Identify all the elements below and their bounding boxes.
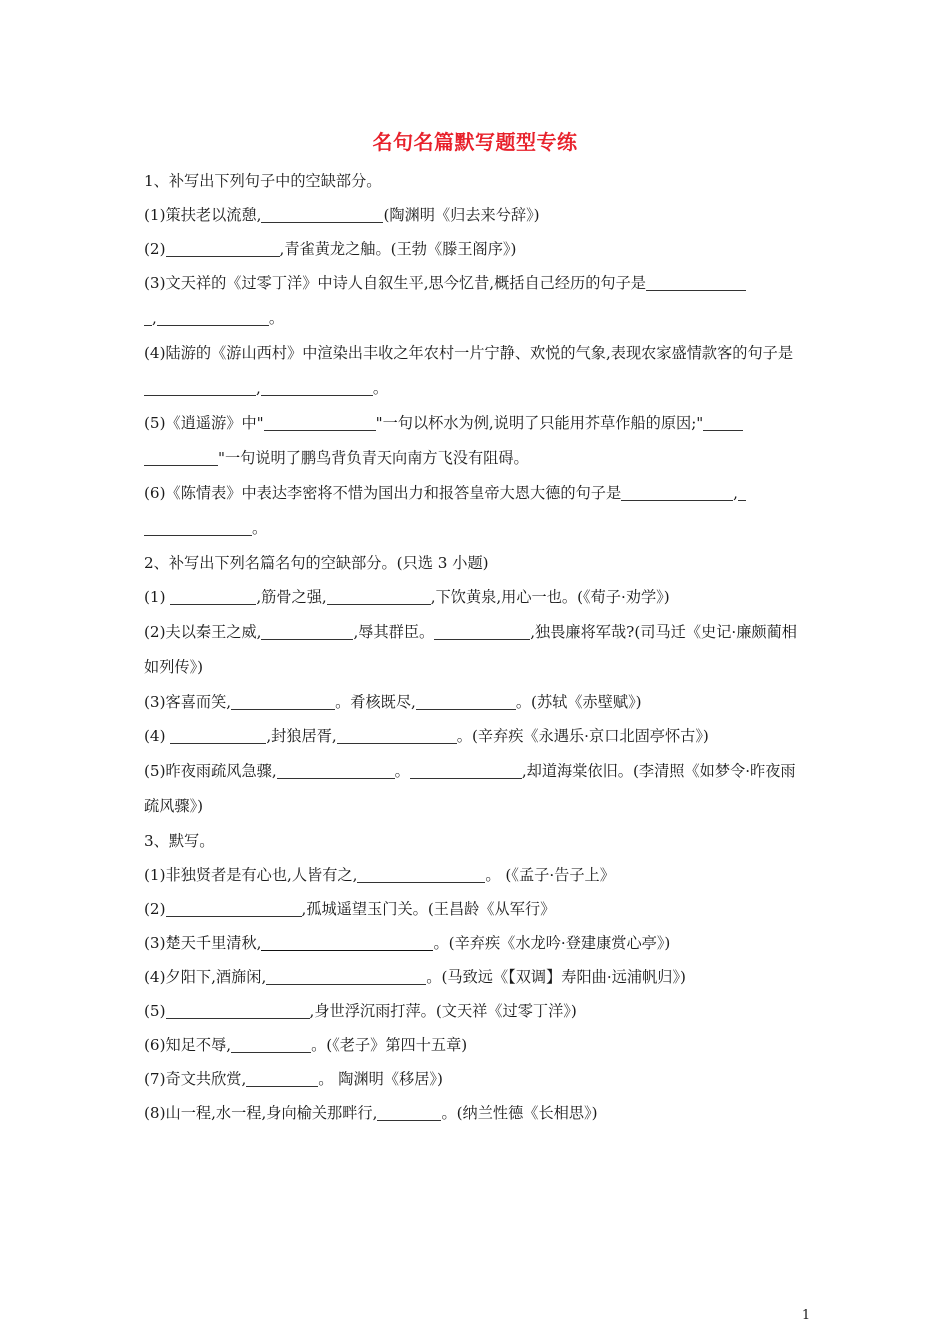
answer-blank[interactable] xyxy=(170,725,266,744)
answer-blank[interactable] xyxy=(434,621,530,640)
s3-question-5: (5) ,身世浮沉雨打萍。(文天祥《过零丁洋》) xyxy=(144,1002,577,1020)
s2-question-2: (2)夫以秦王之威, ,辱其群臣。 ,独畏廉将军哉?(司马迁《史记·廉颇蔺相如列传》) xyxy=(144,623,797,676)
answer-blank[interactable] xyxy=(144,307,152,326)
answer-blank[interactable] xyxy=(327,586,431,605)
answer-blank[interactable] xyxy=(166,898,302,917)
s1-question-4: (4)陆游的《游山西村》中渲染出丰收之年农村一片宁静、欢悦的气象,表现农家盛情款客的句子是, 。 xyxy=(144,344,794,397)
s2-question-4: (4) ,封狼居胥, 。(辛弃疾《永遇乐·京口北固亭怀古》) xyxy=(144,727,709,745)
s3-question-3: (3)楚天千里清秋, 。(辛弃疾《水龙吟·登建康赏心亭》) xyxy=(144,934,671,952)
answer-blank[interactable] xyxy=(277,760,395,779)
answer-blank[interactable] xyxy=(703,412,743,431)
answer-blank[interactable] xyxy=(621,482,733,501)
section-1-heading: 1、补写出下列句子中的空缺部分。 xyxy=(144,172,382,190)
page-number: 1 xyxy=(801,1308,811,1323)
s3-question-8: (8)山一程,水一程,身向榆关那畔行, 。(纳兰性德《长相思》) xyxy=(144,1104,598,1122)
s1-question-5: (5)《逍遥游》中" "一句以杯水为例,说明了只能用芥草作船的原因;" "一句说明了鹏鸟背负青天向南方飞没有阻碍。 xyxy=(144,406,804,476)
section-2-heading: 2、补写出下列名篇名句的空缺部分。(只选 3 小题) xyxy=(144,554,489,572)
answer-blank[interactable] xyxy=(738,482,746,501)
answer-blank[interactable] xyxy=(337,725,457,744)
answer-blank[interactable] xyxy=(170,586,256,605)
s2-question-5: (5)昨夜雨疏风急骤, 。 ,却道海棠依旧。(李清照《如梦令·昨夜雨疏风骤》) xyxy=(144,762,796,815)
answer-blank[interactable] xyxy=(646,272,746,291)
answer-blank[interactable] xyxy=(410,760,522,779)
answer-blank[interactable] xyxy=(144,377,256,396)
answer-blank[interactable] xyxy=(264,412,376,431)
section-3-heading: 3、默写。 xyxy=(144,832,215,850)
answer-blank[interactable] xyxy=(144,447,218,466)
answer-blank[interactable] xyxy=(166,238,280,257)
s3-question-1: (1)非独贤者是有心也,人皆有之, 。 (《孟子·告子上》 xyxy=(144,866,615,884)
answer-blank[interactable] xyxy=(261,377,373,396)
s2-question-3: (3)客喜而笑, 。肴核既尽, 。(苏轼《赤壁赋》) xyxy=(144,693,642,711)
s3-question-4: (4)夕阳下,酒旆闲, 。(马致远《【双调】寿阳曲·远浦帆归》) xyxy=(144,968,686,986)
s3-question-6: (6)知足不辱, 。(《老子》第四十五章) xyxy=(144,1036,468,1054)
answer-blank[interactable] xyxy=(261,204,383,223)
answer-blank[interactable] xyxy=(231,691,335,710)
s1-question-1: (1)策扶老以流憩, (陶渊明《归去来兮辞》) xyxy=(144,206,540,224)
s1-question-2: (2) ,青雀黄龙之舳。(王勃《滕王阁序》) xyxy=(144,240,517,258)
answer-blank[interactable] xyxy=(266,966,426,985)
answer-blank[interactable] xyxy=(261,621,353,640)
s1-question-6: (6)《陈情表》中表达李密将不惜为国出力和报答皇帝大恩大德的句子是 , 。 xyxy=(144,476,804,546)
answer-blank[interactable] xyxy=(231,1034,311,1053)
answer-blank[interactable] xyxy=(261,932,433,951)
s2-question-1: (1) ,筋骨之强, ,下饮黄泉,用心一也。(《荀子·劝学》) xyxy=(144,588,670,606)
answer-blank[interactable] xyxy=(246,1068,318,1087)
answer-blank[interactable] xyxy=(377,1102,441,1121)
answer-blank[interactable] xyxy=(357,864,485,883)
answer-blank[interactable] xyxy=(157,307,269,326)
s1-question-3: (3)文天祥的《过零丁洋》中诗人自叙生平,思今忆昔,概括自己经历的句子是 , 。 xyxy=(144,266,804,336)
answer-blank[interactable] xyxy=(144,517,252,536)
page-title: 名句名篇默写题型专练 xyxy=(372,130,578,154)
worksheet-body xyxy=(144,164,804,1130)
answer-blank[interactable] xyxy=(416,691,516,710)
s3-question-7: (7)奇文共欣赏, 。 陶渊明《移居》) xyxy=(144,1070,443,1088)
answer-blank[interactable] xyxy=(166,1000,310,1019)
s3-question-2: (2) ,孤城遥望玉门关。(王昌龄《从军行》 xyxy=(144,900,556,918)
